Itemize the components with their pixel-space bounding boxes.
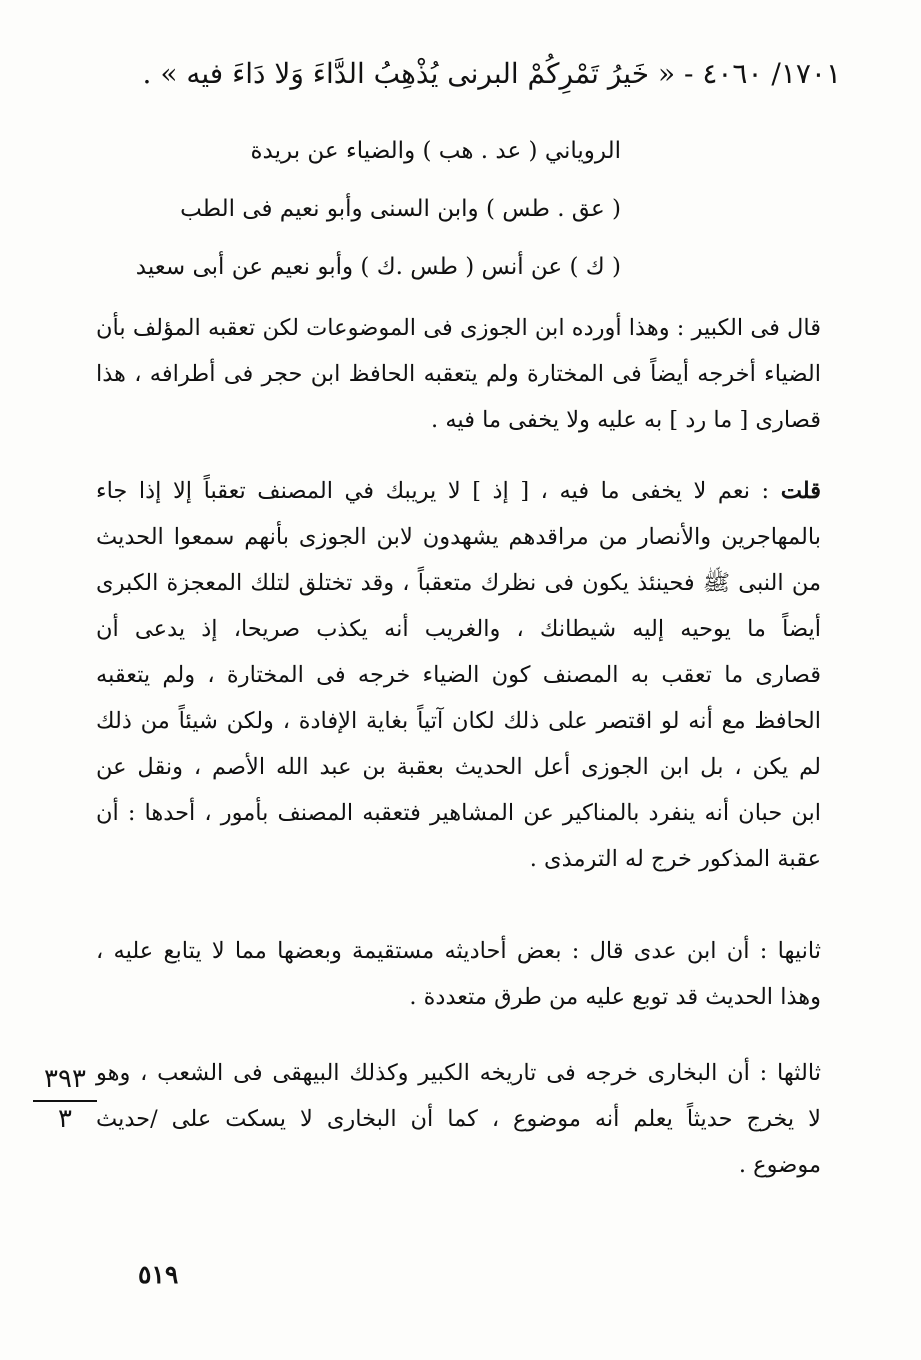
- paragraph-rebuttal: [96, 468, 821, 882]
- paragraph-line: الحافظ مع أنه لو اقتصر على ذلك لكان آتياً بغاية الإفادة ، ولكن شيئاً من ذلك: [96, 708, 821, 734]
- paragraph-third-point: [96, 1050, 821, 1188]
- paragraph-line-rest: : نعم لا يخفى ما فيه ، [ إذ ] لا يريبك في المصنف تعقباً إلا إذا جاء: [96, 478, 781, 504]
- margin-page-reference: [30, 1062, 100, 1136]
- source-line: الروياني ( عد . هب ) والضياء عن بريدة: [250, 138, 621, 164]
- paragraph-line: لا يخرج حديثاً يعلم أنه موضوع ، كما أن البخارى لا يسكت على /حديث: [96, 1106, 821, 1132]
- margin-ref-bottom: ٣: [58, 1104, 72, 1134]
- paragraph-line: قال فى الكبير : وهذا أورده ابن الجوزى فى الموضوعات لكن تعقبه المؤلف بأن: [96, 315, 821, 341]
- margin-ref-top: ٣٩٣: [44, 1064, 86, 1094]
- paragraph-line: لم يكن ، بل ابن الجوزى أعل الحديث بعقبة بن عبد الله الأصم ، ونقل عن: [96, 754, 821, 780]
- source-line: ( ك ) عن أنس ( طس .ك ) وأبو نعيم عن أبى سعيد: [135, 254, 621, 280]
- paragraph-kabir-quote: [96, 305, 821, 443]
- lead-word: قلت: [780, 478, 821, 504]
- paragraph-line: ثالثها : أن البخارى خرجه فى تاريخه الكبير وكذلك البيهقى فى الشعب ، وهو: [96, 1060, 821, 1086]
- paragraph-line: عقبة المذكور خرج له الترمذى .: [529, 846, 821, 872]
- paragraph-line: ثانيها : أن ابن عدى قال : بعض أحاديثه مستقيمة وبعضها مما لا يتابع عليه ،: [96, 938, 821, 964]
- hadith-heading-text: ١٧٠١/ ٤٠٦٠ - « خَيرُ تَمْرِكُمْ البرنى يُذْهِبُ الدَّاءَ وَلا دَاءَ فيه » .: [142, 57, 841, 90]
- paragraph-line: الضياء أخرجه أيضاً فى المختارة ولم يتعقبه الحافظ ابن حجر فى أطرافه ، هذا: [96, 361, 821, 387]
- paragraph-line: من النبى ﷺ فحينئذ يكون فى نظرك متعقباً ، وقد تختلق لتلك المعجزة الكبرى: [96, 570, 821, 596]
- paragraph-line: [96, 468, 821, 514]
- paragraph-line: بالمهاجرين والأنصار من مراقدهم يشهدون لابن الجوزى بأنهم سمعوا الحديث: [96, 524, 821, 550]
- paragraph-second-point: [96, 928, 821, 1020]
- paragraph-line: وهذا الحديث قد توبع عليه من طرق متعددة .: [409, 984, 821, 1010]
- paragraph-line: قصارى ما تعقب به المصنف كون الضياء خرجه فى المختارة ، ولم يتعقبه: [96, 662, 821, 688]
- paragraph-line: أيضاً ما يوحيه إليه شيطانك ، والغريب أنه يكذب صريحا، إذ يدعى أن: [96, 616, 821, 642]
- source-references: [136, 122, 621, 296]
- page-number: ٥١٩: [138, 1260, 179, 1289]
- paragraph-line: ابن حبان أنه ينفرد بالمناكير عن المشاهير فتعقبه المصنف بأمور ، أحدها : أن: [96, 800, 821, 826]
- hadith-heading: [143, 50, 841, 98]
- paragraph-line: موضوع .: [738, 1152, 821, 1178]
- paragraph-line: قصارى [ ما رد ] به عليه ولا يخفى ما فيه .: [431, 407, 821, 433]
- source-line: ( عق . طس ) وابن السنى وأبو نعيم فى الطب: [180, 196, 621, 222]
